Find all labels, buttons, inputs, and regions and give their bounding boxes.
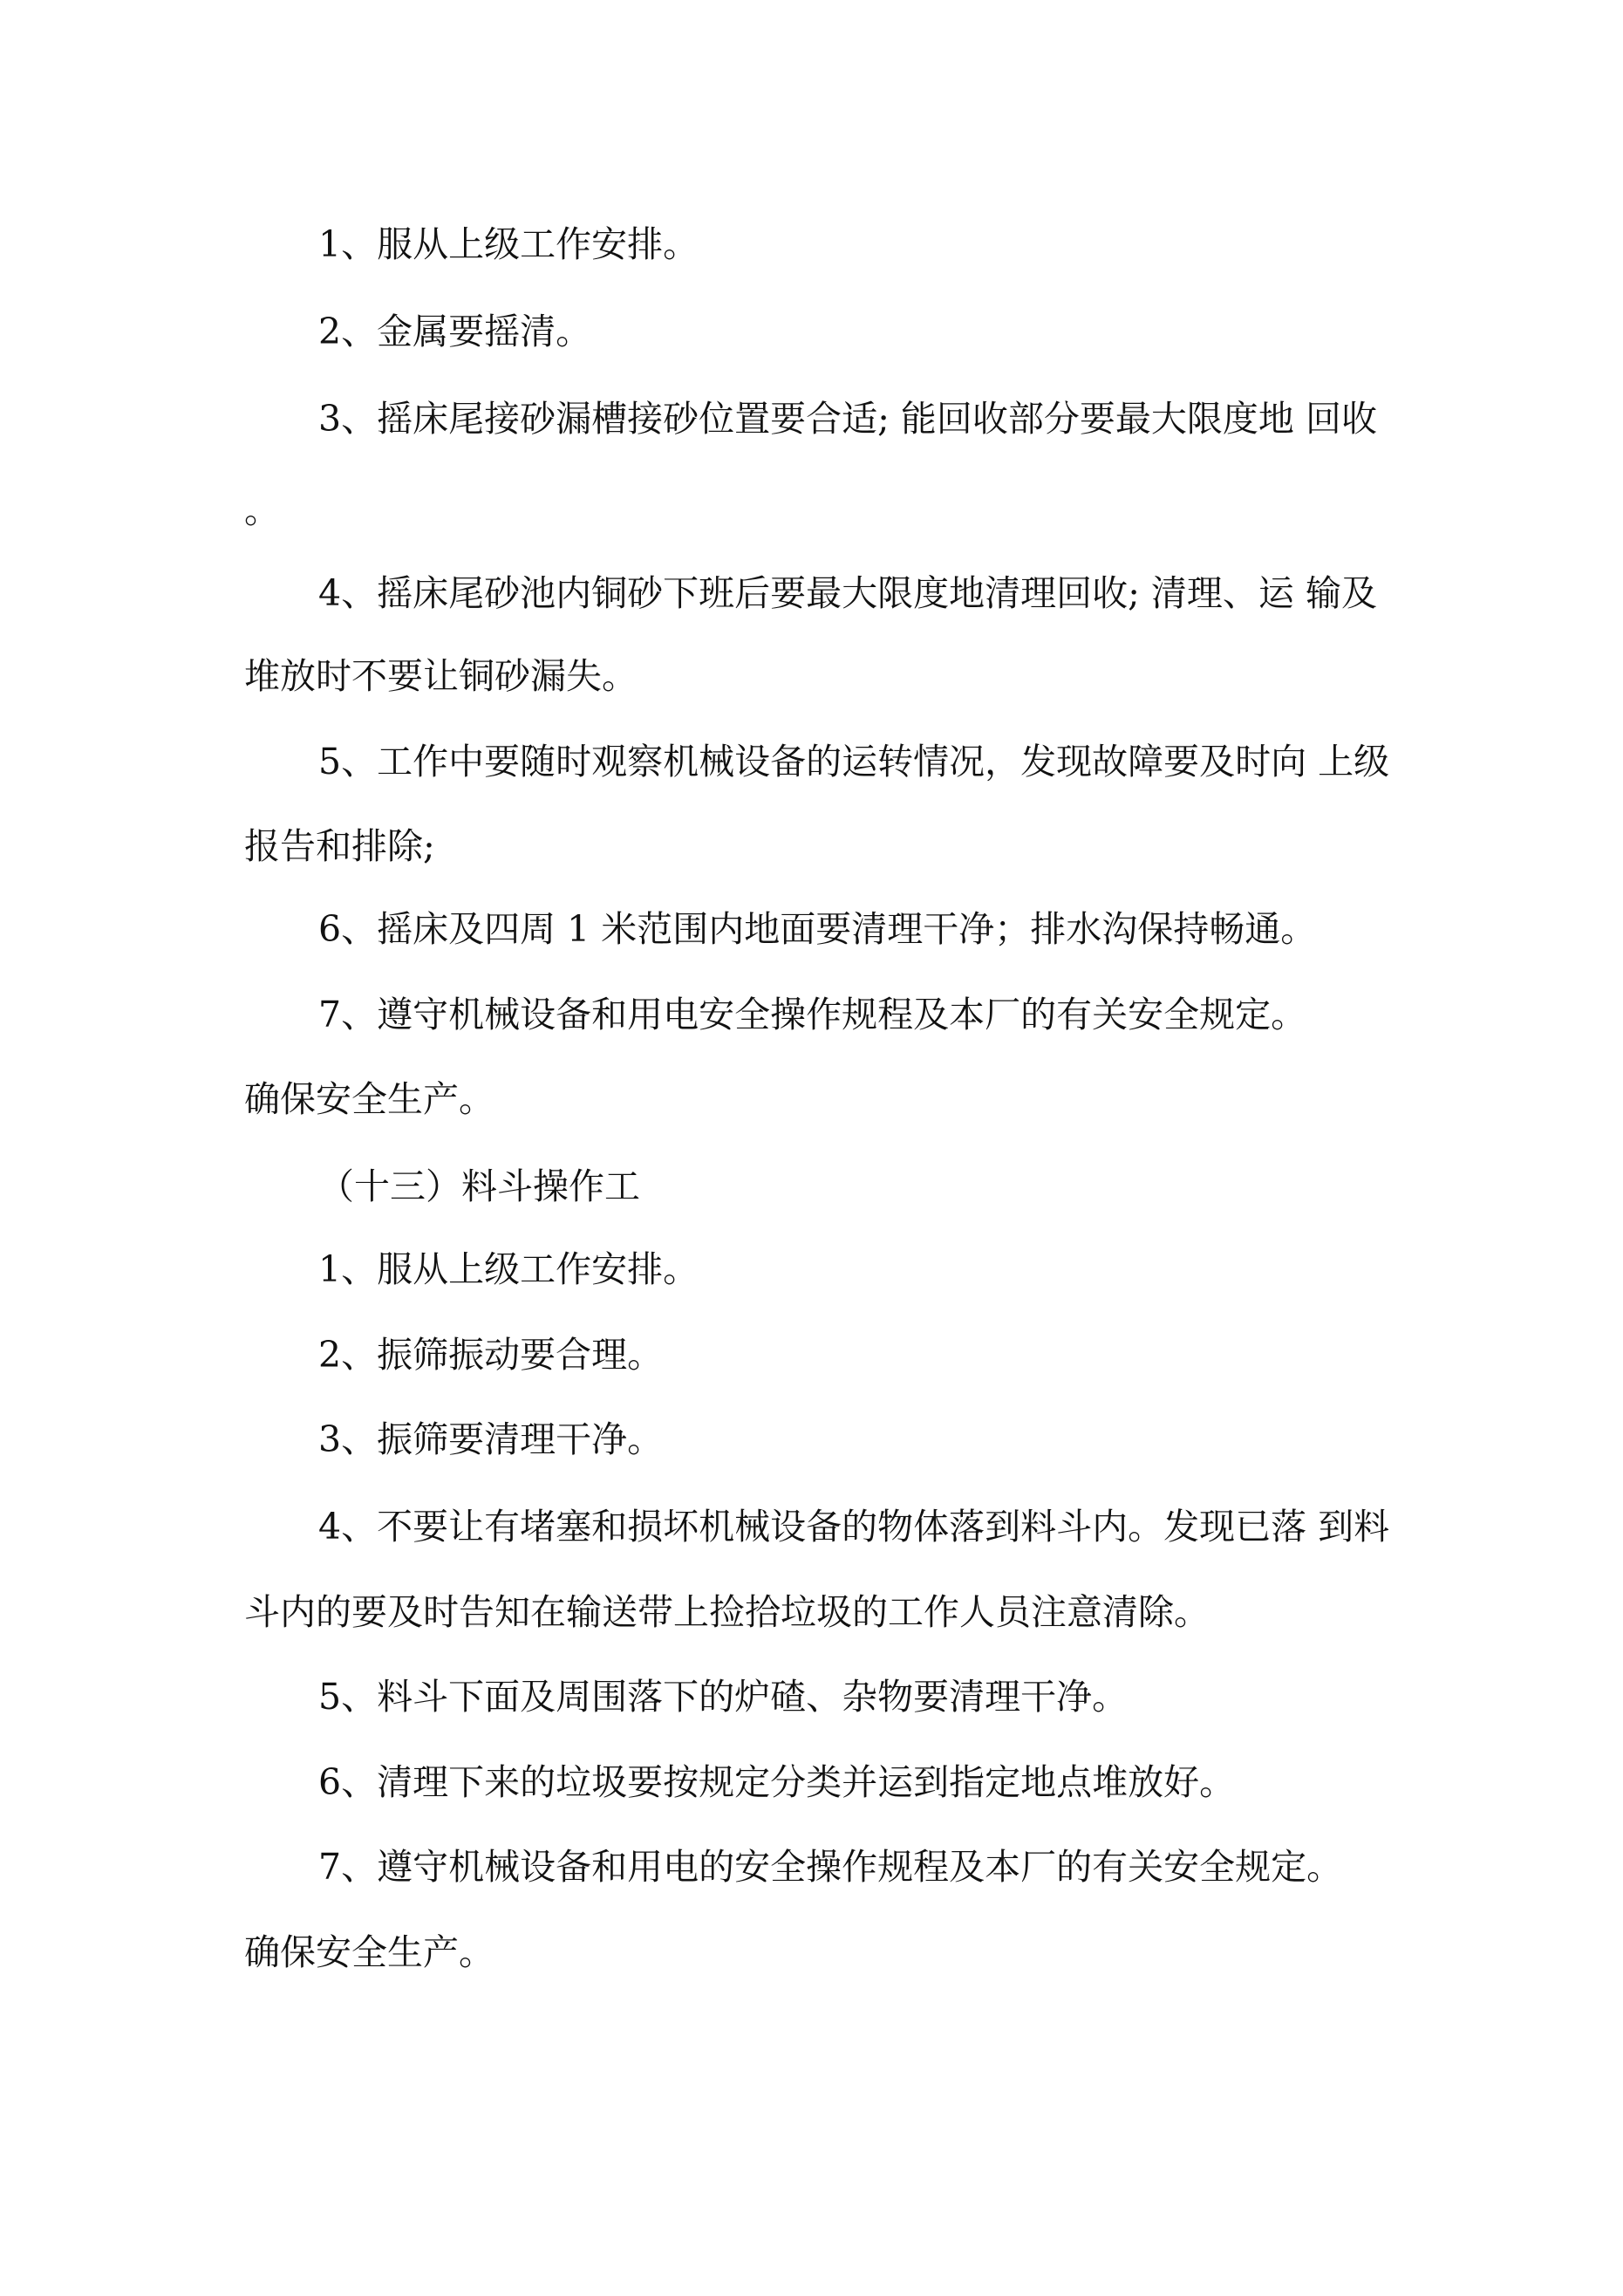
s12-item-1: 1、服从上级工作安排。 [318,223,699,265]
s12-item-2: 2、金属要摇清。 [318,311,592,352]
s12-item-5-line2: 报告和排除; [244,825,435,867]
s13-item-5: 5、料斗下面及周围落下的炉碴、杂物要清理干净。 [318,1676,1129,1718]
s13-item-1: 1、服从上级工作安排。 [318,1248,699,1290]
s13-item-3: 3、振筛要清理干净。 [318,1418,664,1460]
s12-item-7-line1: 7、遵守机械设备和用电安全操作规程及本厂的有关安全规定。 [318,994,1307,1035]
s12-item-4-line2: 堆放时不要让铜砂漏失。 [244,655,638,697]
s12-item-3-line1: 3、摇床尾接砂漏槽接砂位置要合适; 能回收部分要最大限度地 回收 [318,398,1377,440]
s13-item-4-line2: 斗内的要及时告知在输送带上捡拾垃圾的工作人员注意清除。 [244,1591,1210,1633]
s12-item-5-line1: 5、工作中要随时观察机械设备的运转情况，发现故障要及时向 上级 [318,741,1390,782]
s13-item-2: 2、振筛振动要合理。 [318,1334,664,1376]
s13-item-7-line1: 7、遵守机械设备和用电的安全操作规程及本厂的有关安全规定。 [318,1846,1343,1888]
s12-item-4-line1: 4、摇床尾砂池内铜砂下班后要最大限度地清理回收; 清理、运 输及 [318,572,1377,614]
s13-item-6: 6、清理下来的垃圾要按规定分类并运到指定地点堆放好。 [318,1761,1236,1803]
s13-item-7-line2: 确保安全生产。 [244,1931,494,1973]
section-13-heading: （十三）料斗操作工 [318,1165,640,1207]
s12-item-7-line2: 确保安全生产。 [244,1078,494,1120]
s13-item-4-line1: 4、不要让有堵塞和损坏机械设备的物体落到料斗内。发现已落 到料 [318,1506,1390,1548]
s12-item-6: 6、摇床及四周 1 米范围内地面要清理干净；排水沟保持畅通。 [318,908,1317,950]
s12-item-3-line2: 。 [244,489,280,531]
